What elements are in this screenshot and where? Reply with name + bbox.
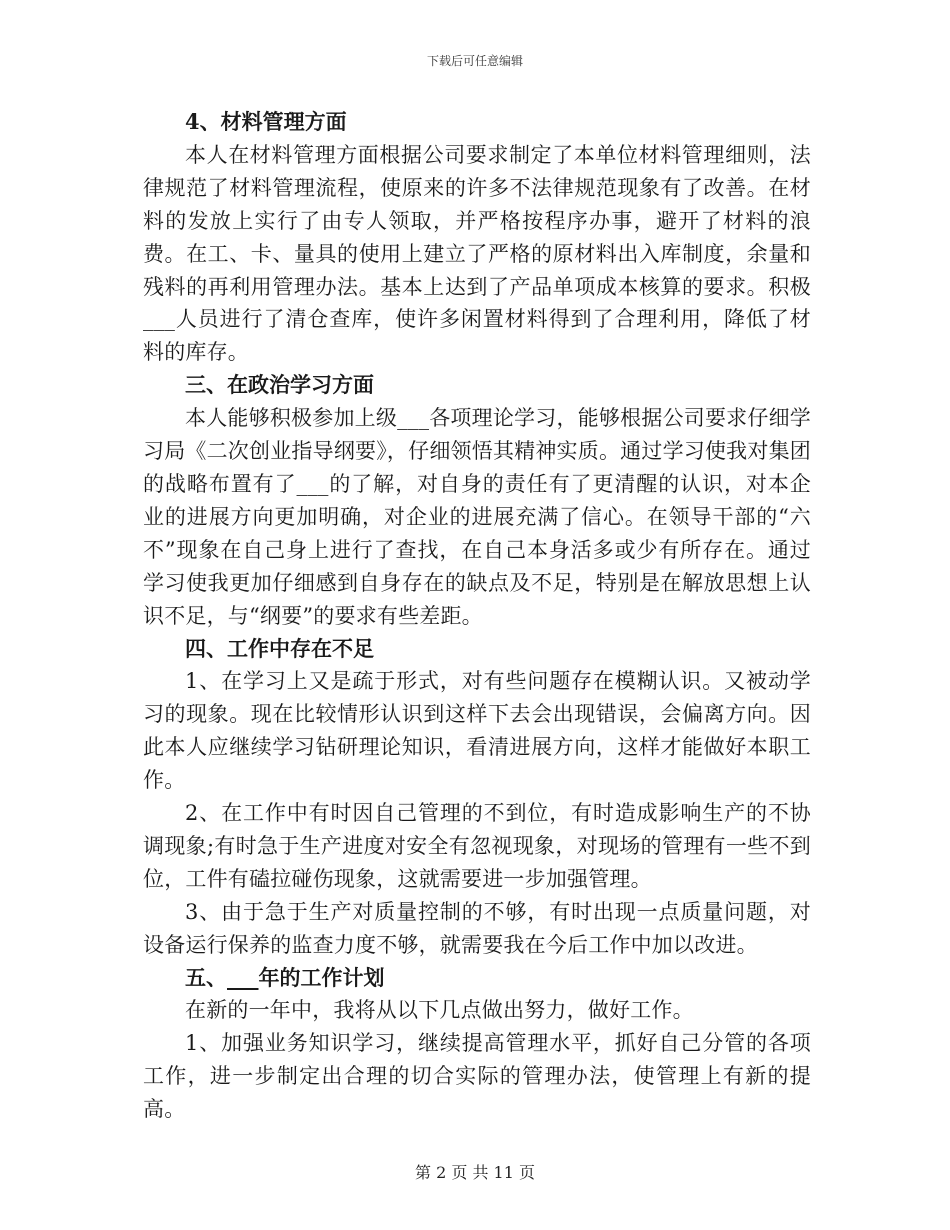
paragraph-shortcoming-1: 1、在学习上又是疏于形式，对有些问题存在模糊认识。又被动学习的现象。现在比较情形认识到这样下去会出现错误，会偏离方向。因此本人应继续学习钻研理论知识，看清进展方向，这样才能做好本职工作。 xyxy=(143,669,811,793)
section-heading-shortcomings: 四、工作中存在不足 xyxy=(185,635,374,661)
paragraph-shortcoming-2: 2、在工作中有时因自己管理的不到位，有时造成影响生产的不协调现象;有时急于生产进度对安全有忽视现象，对现场的管理有一些不到位，工件有磕拉碰伤现象，这就需要进一步加强管理。 xyxy=(143,801,811,891)
page-header: 下载后可任意编辑 xyxy=(426,54,523,68)
paragraph-work-plan-intro: 在新的一年中，我将从以下几点做出努力，做好工作。 xyxy=(185,998,694,1023)
paragraph-work-plan-1: 1、加强业务知识学习，继续提高管理水平，抓好自己分管的各项工作，进一步制定出合理的切合实际的管理办法，使管理上有新的提高。 xyxy=(143,1031,811,1122)
section-heading-work-plan: 五、___年的工作计划 xyxy=(185,964,385,990)
document-body xyxy=(143,106,811,1126)
section-heading-political-study: 三、在政治学习方面 xyxy=(185,372,374,398)
page-footer: 第 2 页 共 11 页 xyxy=(415,1163,535,1182)
paragraph-shortcoming-3: 3、由于急于生产对质量控制的不够，有时出现一点质量问题，对设备运行保养的监查力度不够，就需要我在今后工作中加以改进。 xyxy=(143,899,811,957)
paragraph-political-study: 本人能够积极参加上级___各项理论学习，能够根据公司要求仔细学习局《二次创业指导纲要》，仔细领悟其精神实质。通过学习使我对集团的战略布置有了___的了解，对自身的责任有了更清醒的认识，对本企业的进展方向更加明确，对企业的进展充满了信心。在领导干部的“六不”现象在自己身上进行了查找，在自己本身活多或少有所存在。通过学习使我更加仔细感到自身存在的缺点及不足，特别是在解放思想上认识不足，与“纲要”的要求有些差距。 xyxy=(143,406,811,628)
paragraph-materials: 本人在材料管理方面根据公司要求制定了本单位材料管理细则，法律规范了材料管理流程，使原来的许多不法律规范现象有了改善。在材料的发放上实行了由专人领取，并严格按程序办事，避开了材料的浪费。在工、卡、量具的使用上建立了严格的原材料出入库制度，余量和残料的再利用管理办法。基本上达到了产品单项成本核算的要求。积极___人员进行了清仓查库，使许多闲置材料得到了合理利用，降低了材料的库存。 xyxy=(143,142,811,365)
section-heading-materials: 4、材料管理方面 xyxy=(185,109,347,134)
